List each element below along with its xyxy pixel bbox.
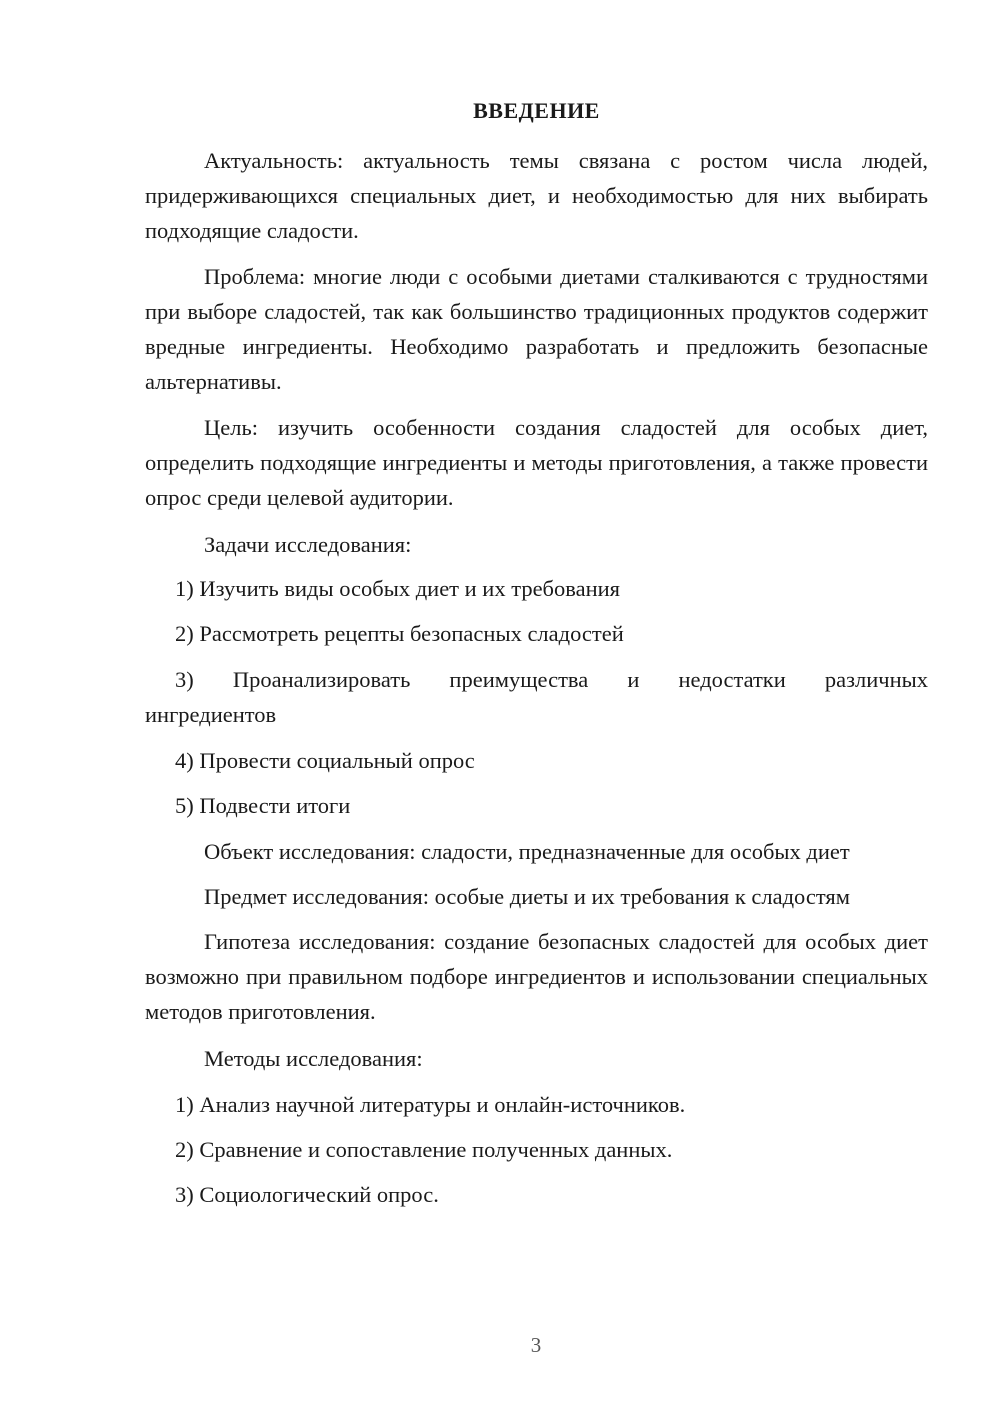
task-item: 5) Подвести итоги [175, 793, 351, 818]
tasks-heading: Задачи исследования: [204, 532, 412, 557]
methods-heading: Методы исследования: [204, 1046, 423, 1071]
relevance-paragraph: Актуальность: актуальность темы связана с ростом числа людей, придерживающихся специальных диет, и необходимостью для них выбирать подходящие сладости. [145, 148, 928, 243]
method-item: 1) Анализ научной литературы и онлайн-источников. [175, 1092, 686, 1117]
object-line: Объект исследования: сладости, предназначенные для особых диет [204, 839, 850, 864]
method-item: 3) Социологический опрос. [175, 1182, 439, 1207]
subject-line: Предмет исследования: особые диеты и их требования к сладостям [204, 884, 850, 909]
task-item-continuation: ингредиентов [145, 702, 277, 727]
method-item: 2) Сравнение и сопоставление полученных данных. [175, 1137, 673, 1162]
section-title: ВВЕДЕНИЕ [473, 98, 600, 123]
goal-paragraph: Цель: изучить особенности создания сладостей для особых диет, определить подходящие ингредиенты и методы приготовления, а также провести опрос среди целевой аудитории. [145, 415, 928, 510]
task-item: 2) Рассмотреть рецепты безопасных сладостей [175, 621, 624, 646]
hypothesis-paragraph: Гипотеза исследования: создание безопасных сладостей для особых диет возможно при правильном подборе ингредиентов и использовании специальных методов приготовления. [145, 929, 928, 1024]
problem-paragraph: Проблема: многие люди с особыми диетами сталкиваются с трудностями при выборе сладостей, так как большинство традиционных продуктов содержит вредные ингредиенты. Необходимо разработать и предложить безопасные альтернативы. [145, 264, 928, 394]
task-item: 1) Изучить виды особых диет и их требования [175, 576, 621, 601]
task-item-multiline [145, 662, 928, 697]
page-number: 3 [530, 1333, 542, 1357]
task-item: 3) Проанализировать преимущества и недостатки различных [175, 667, 928, 692]
task-item: 4) Провести социальный опрос [175, 748, 475, 773]
